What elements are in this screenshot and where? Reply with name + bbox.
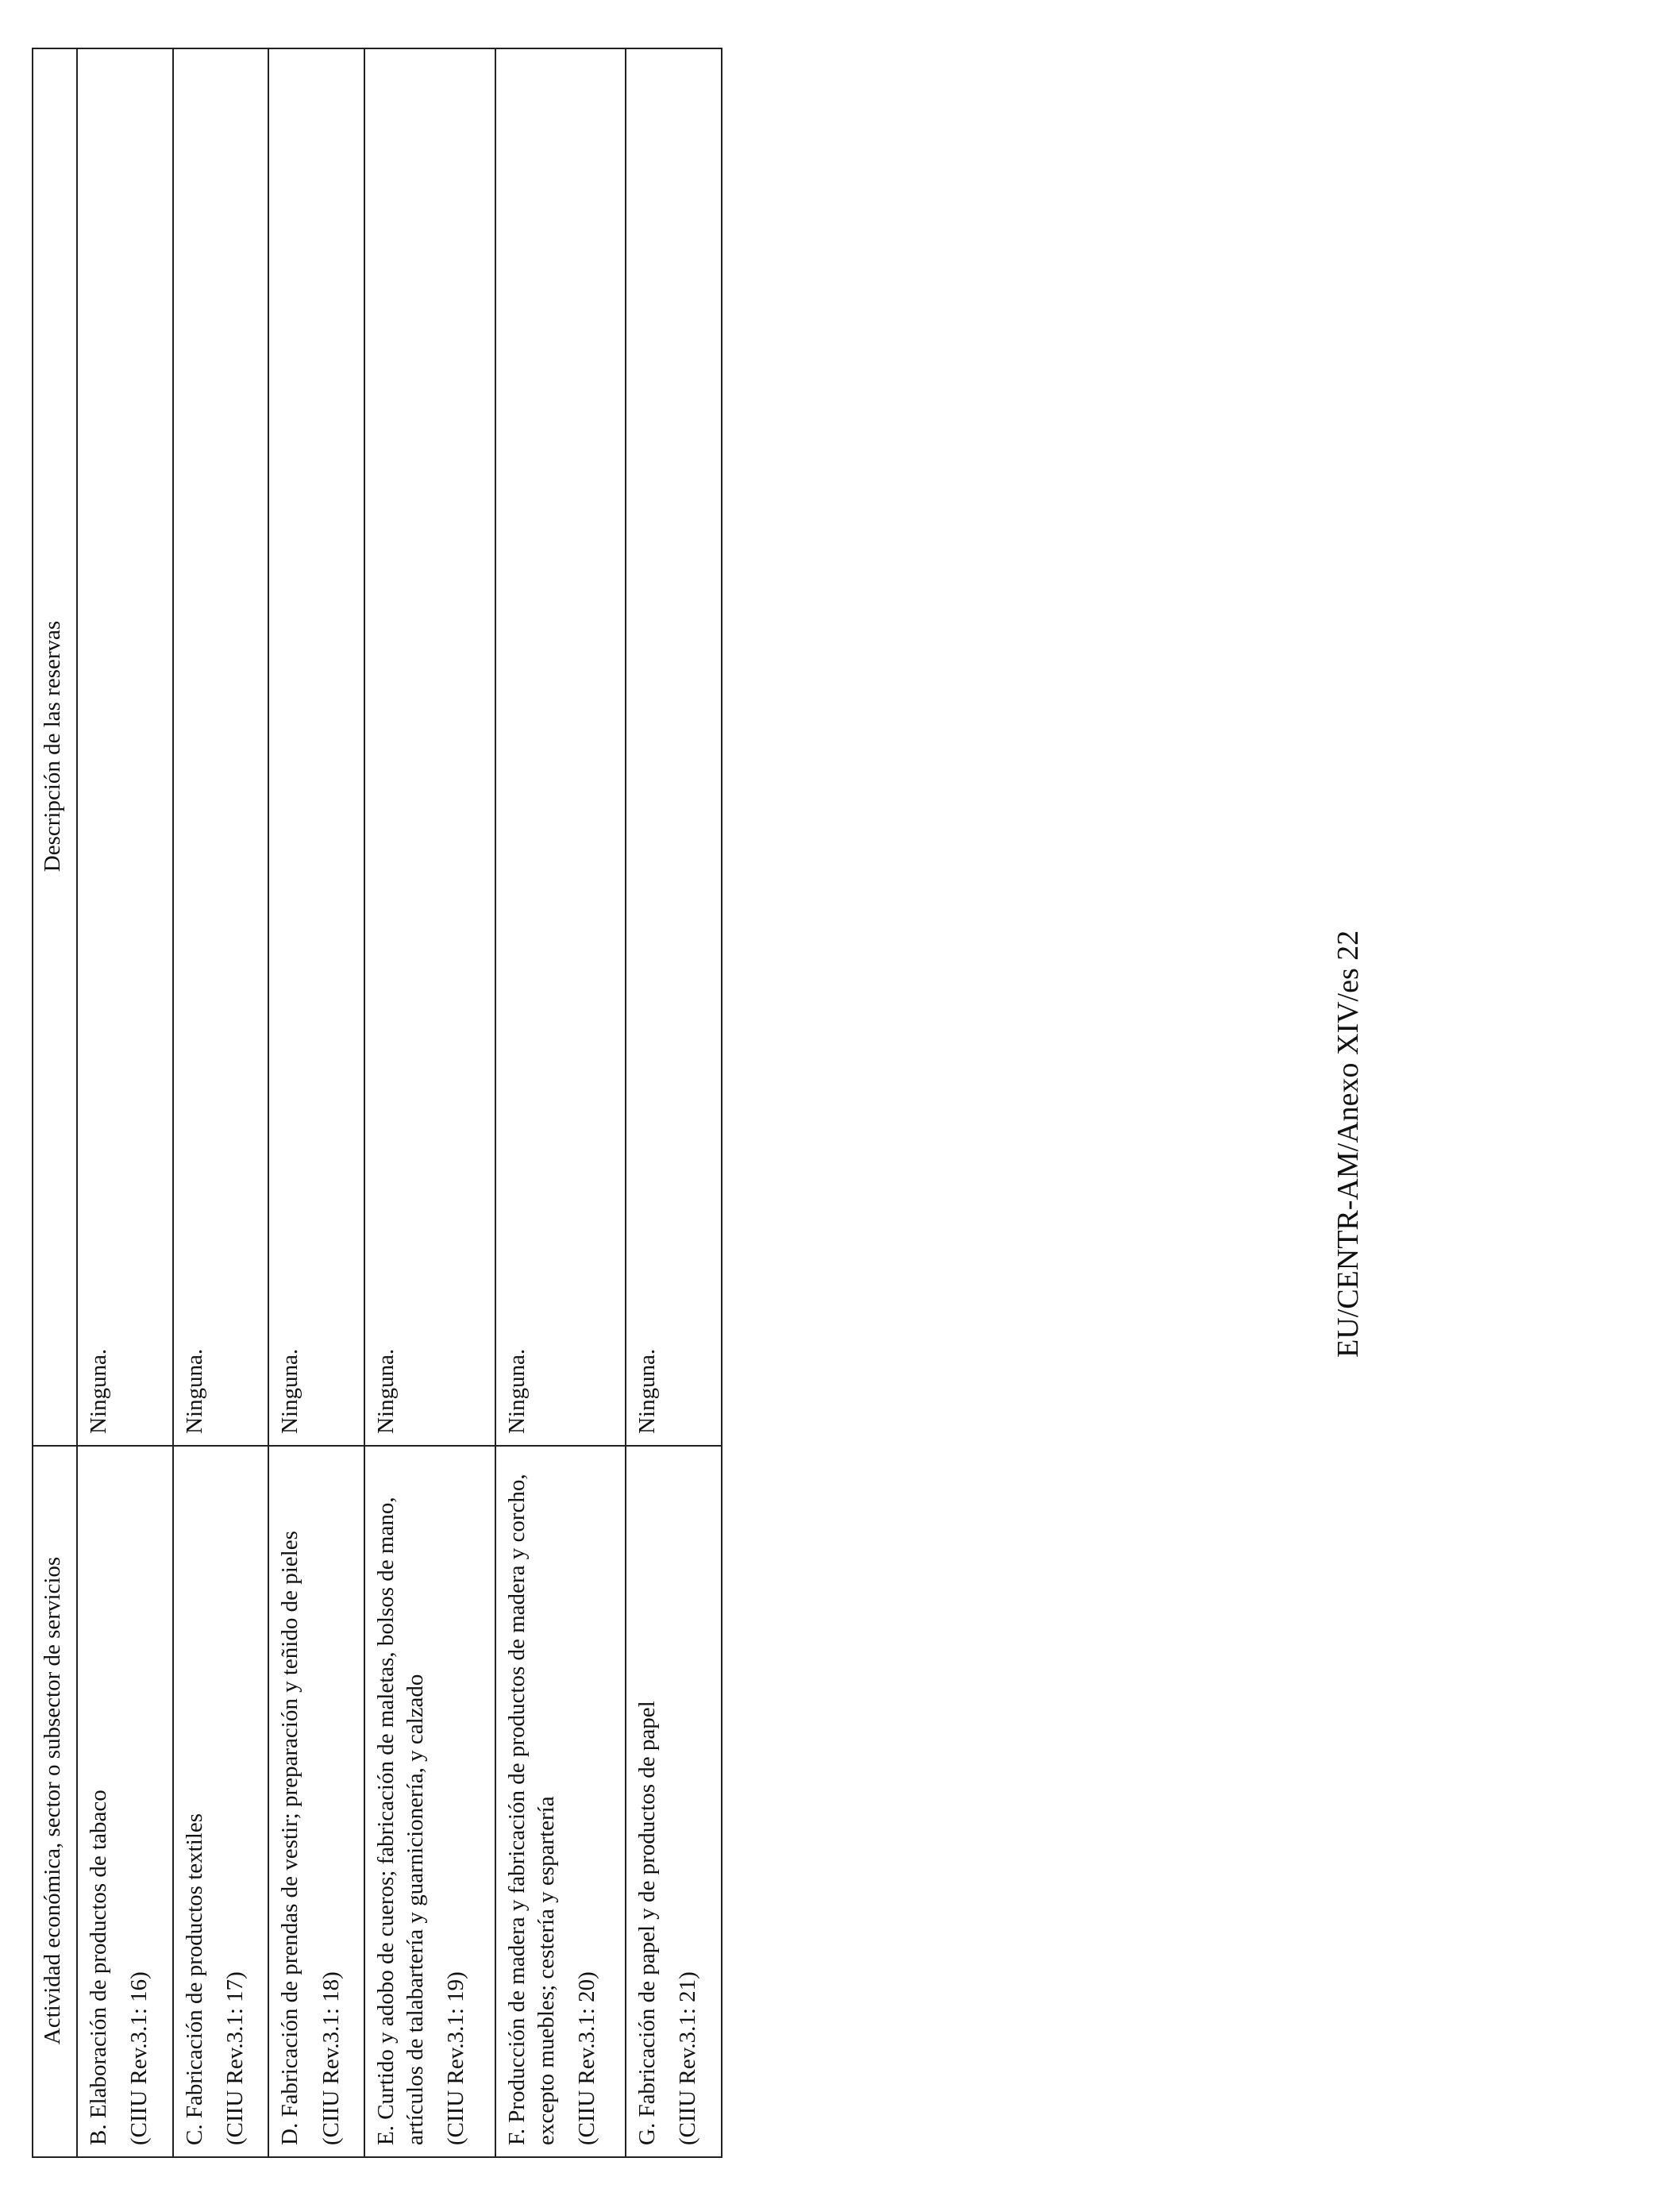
activity-name: C. Fabricación de productos textiles [181, 1813, 207, 2145]
description-cell: Ninguna. [626, 48, 722, 1446]
table-row [173, 48, 269, 2157]
table-row [495, 48, 626, 2157]
header-description: Descripción de las reservas [33, 48, 77, 1446]
activity-code: (CIIU Rev.3.1: 20) [573, 1971, 599, 2145]
activity-code: (CIIU Rev.3.1: 19) [443, 1971, 469, 2145]
activity-name: F. Producción de madera y fabricación de productos de madera y corcho, excepto muebles; cestería y espartería [503, 1474, 559, 2145]
description-cell: Ninguna. [77, 48, 173, 1446]
table-header-row [33, 48, 77, 2157]
activity-cell [77, 1446, 173, 2157]
table-row [268, 48, 364, 2157]
description-cell: Ninguna. [364, 48, 495, 1446]
activity-name: D. Fabricación de prendas de vestir; preparación y teñido de pieles [277, 1531, 303, 2145]
description-cell: Ninguna. [173, 48, 269, 1446]
table-row [364, 48, 495, 2157]
table-row [626, 48, 722, 2157]
activity-cell [268, 1446, 364, 2157]
activity-name: E. Curtido y adobo de cueros; fabricación de maletas, bolsos de mano, artículos de talabartería y guarnicionería, y calzado [373, 1497, 429, 2145]
activity-code: (CIIU Rev.3.1: 21) [675, 1971, 701, 2145]
description-cell: Ninguna. [495, 48, 626, 1446]
description-cell: Ninguna. [268, 48, 364, 1446]
header-activity: Actividad económica, sector o subsector de servicios [33, 1446, 77, 2157]
activity-cell [173, 1446, 269, 2157]
page-footer: EU/CENTR-AM/Anexo XIV/es 22 [1331, 930, 1365, 1358]
activity-cell [626, 1446, 722, 2157]
activity-cell [495, 1446, 626, 2157]
activity-name: G. Fabricación de papel y de productos de papel [634, 1701, 661, 2145]
rotated-table-container [32, 48, 722, 2158]
activity-code: (CIIU Rev.3.1: 16) [126, 1971, 152, 2145]
activity-name: B. Elaboración de productos de tabaco [86, 1790, 111, 2145]
activity-code: (CIIU Rev.3.1: 18) [318, 1971, 344, 2145]
activity-code: (CIIU Rev.3.1: 17) [222, 1971, 248, 2145]
reservations-table [32, 48, 722, 2158]
table-row [77, 48, 173, 2157]
activity-cell [364, 1446, 495, 2157]
